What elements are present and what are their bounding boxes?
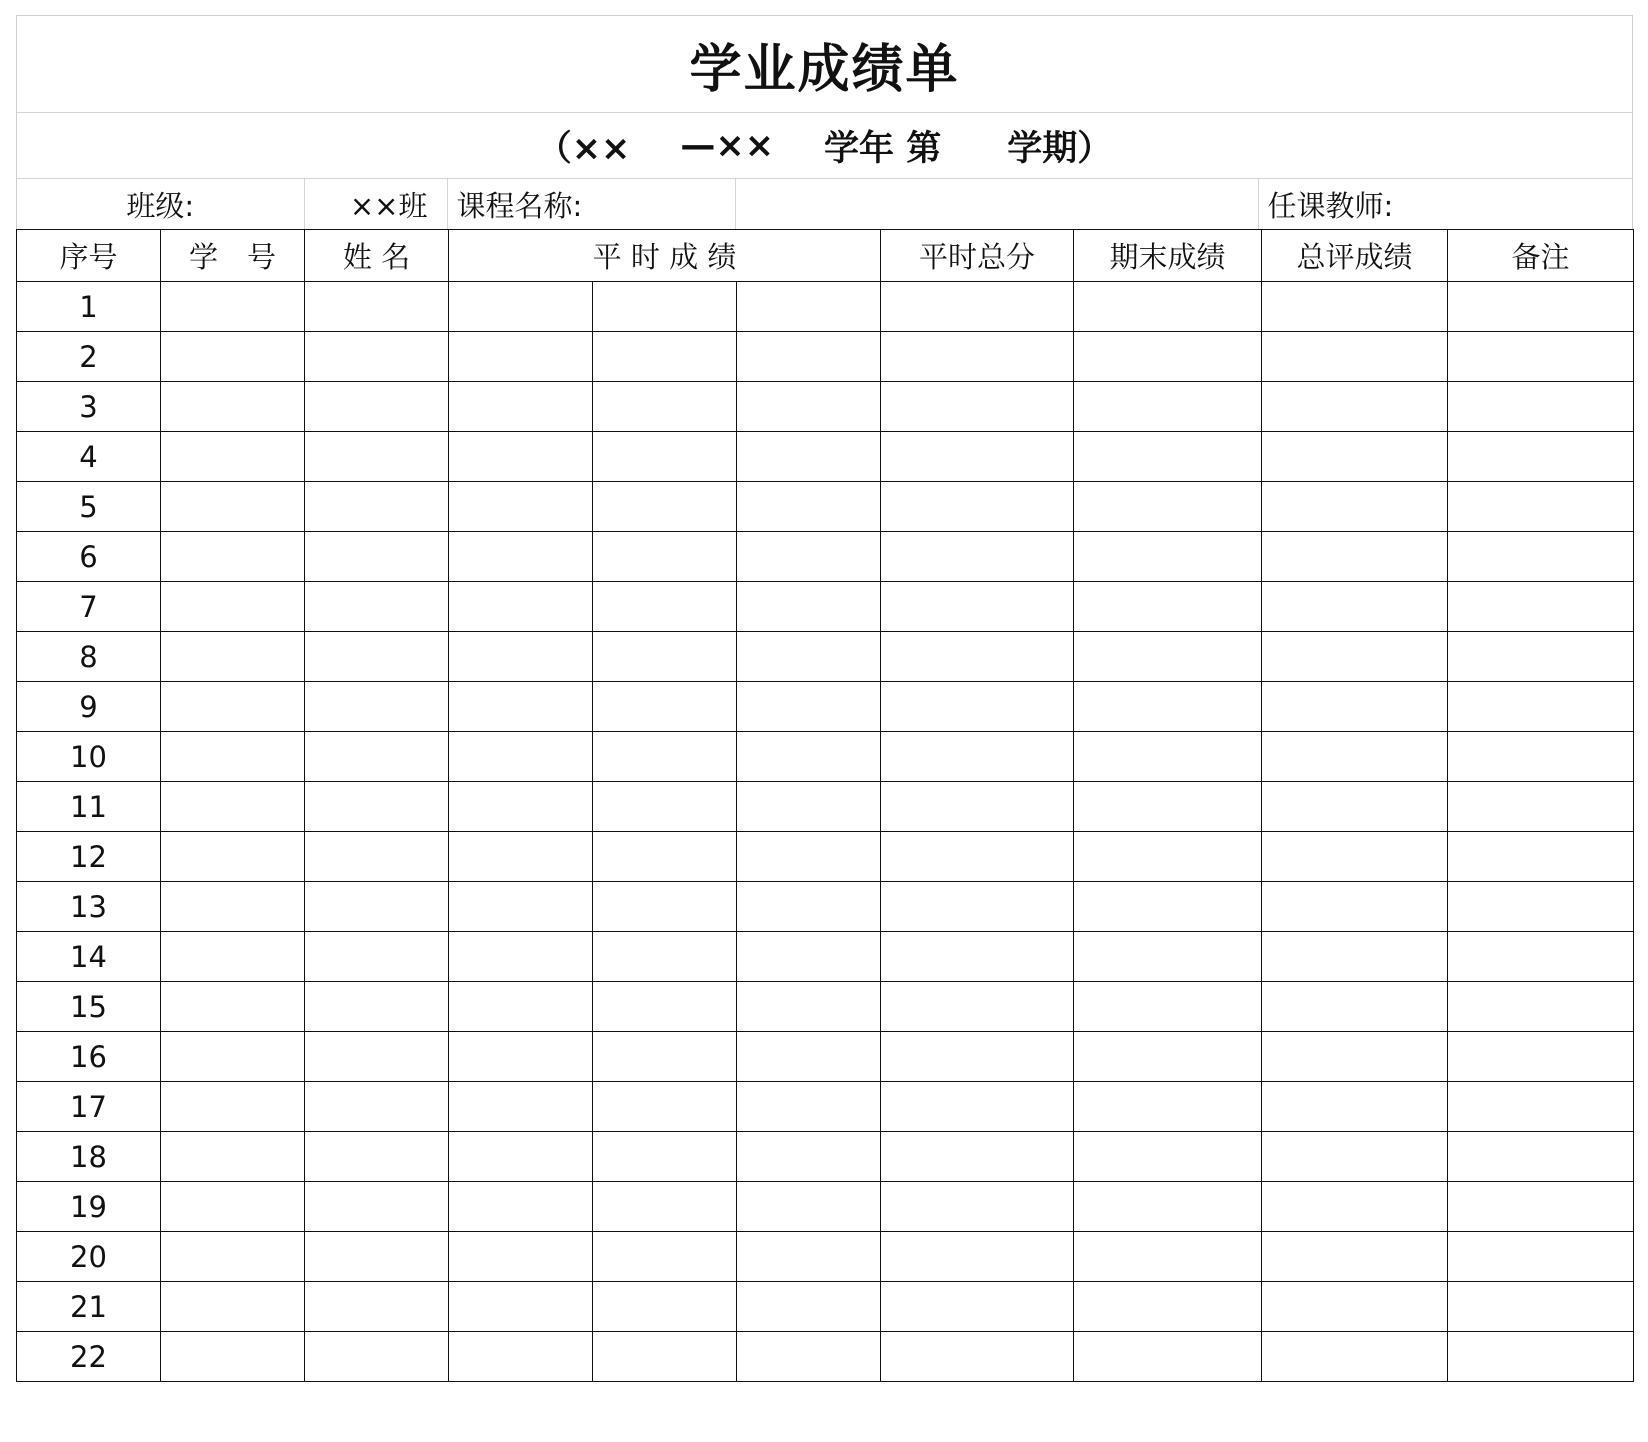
overall-score-cell[interactable] (1262, 782, 1448, 832)
regular-score-1-cell[interactable] (449, 1082, 593, 1132)
regular-total-cell[interactable] (881, 1082, 1074, 1132)
regular-score-3-cell[interactable] (737, 382, 881, 432)
student-no-cell[interactable] (161, 1182, 305, 1232)
final-score-cell[interactable] (1074, 982, 1262, 1032)
regular-total-cell[interactable] (881, 282, 1074, 332)
overall-score-cell[interactable] (1262, 1232, 1448, 1282)
final-score-cell[interactable] (1074, 732, 1262, 782)
final-score-cell[interactable] (1074, 1182, 1262, 1232)
remarks-cell[interactable] (1448, 1182, 1634, 1232)
table-row (17, 1082, 1634, 1132)
remarks-cell[interactable] (1448, 282, 1634, 332)
regular-score-1-cell[interactable] (449, 1232, 593, 1282)
remarks-cell[interactable] (1448, 682, 1634, 732)
regular-score-3-cell[interactable] (737, 682, 881, 732)
overall-score-cell[interactable] (1262, 1332, 1448, 1382)
final-score-cell[interactable] (1074, 332, 1262, 382)
remarks-cell[interactable] (1448, 1032, 1634, 1082)
final-score-cell[interactable] (1074, 882, 1262, 932)
regular-score-2-cell[interactable] (593, 1332, 737, 1382)
overall-score-cell[interactable] (1262, 482, 1448, 532)
regular-total-cell[interactable] (881, 682, 1074, 732)
regular-score-1-cell[interactable] (449, 632, 593, 682)
regular-score-3-cell[interactable] (737, 882, 881, 932)
course-value[interactable] (736, 179, 1259, 229)
seq-cell: 14 (17, 932, 161, 982)
student-no-cell[interactable] (161, 1282, 305, 1332)
final-score-cell[interactable] (1074, 1282, 1262, 1332)
regular-score-3-cell[interactable] (737, 732, 881, 782)
seq-cell: 10 (17, 732, 161, 782)
regular-total-cell[interactable] (881, 732, 1074, 782)
regular-total-cell[interactable] (881, 1182, 1074, 1232)
regular-score-3-cell[interactable] (737, 482, 881, 532)
regular-score-1-cell[interactable] (449, 832, 593, 882)
seq-cell: 7 (17, 582, 161, 632)
regular-score-3-cell[interactable] (737, 582, 881, 632)
table-row (17, 1182, 1634, 1232)
regular-total-cell[interactable] (881, 1332, 1074, 1382)
seq-cell: 17 (17, 1082, 161, 1132)
regular-score-1-cell[interactable] (449, 332, 593, 382)
seq-cell: 8 (17, 632, 161, 682)
regular-score-1-cell[interactable] (449, 1332, 593, 1382)
seq-cell: 11 (17, 782, 161, 832)
regular-score-3-cell[interactable] (737, 1182, 881, 1232)
overall-score-cell[interactable] (1262, 1082, 1448, 1132)
student-no-cell[interactable] (161, 332, 305, 382)
regular-total-cell[interactable] (881, 1282, 1074, 1332)
seq-cell: 21 (17, 1282, 161, 1332)
table-row (17, 832, 1634, 882)
remarks-cell[interactable] (1448, 982, 1634, 1032)
seq-cell: 12 (17, 832, 161, 882)
overall-score-cell[interactable] (1262, 282, 1448, 332)
final-score-cell[interactable] (1074, 782, 1262, 832)
remarks-cell[interactable] (1448, 582, 1634, 632)
table-row (17, 682, 1634, 732)
teacher-label: 任课教师: (1267, 188, 1394, 223)
name-cell[interactable] (305, 482, 449, 532)
regular-score-3-cell[interactable] (737, 1032, 881, 1082)
grade-body (17, 282, 1634, 1382)
regular-score-2-cell[interactable] (593, 1232, 737, 1282)
student-no-cell[interactable] (161, 1032, 305, 1082)
table-row (17, 932, 1634, 982)
remarks-cell[interactable] (1448, 632, 1634, 682)
regular-score-1-cell[interactable] (449, 682, 593, 732)
remarks-cell[interactable] (1448, 882, 1634, 932)
regular-score-1-cell[interactable] (449, 882, 593, 932)
seq-cell: 3 (17, 382, 161, 432)
regular-total-cell[interactable] (881, 332, 1074, 382)
final-score-cell[interactable] (1074, 682, 1262, 732)
grade-table (16, 229, 1634, 1382)
student-no-cell[interactable] (161, 882, 305, 932)
final-score-cell[interactable] (1074, 1032, 1262, 1082)
regular-score-2-cell[interactable] (593, 482, 737, 532)
col-regular-scores: 平 时 成 绩 (449, 230, 881, 282)
regular-score-3-cell[interactable] (737, 1332, 881, 1382)
final-score-cell[interactable] (1074, 1082, 1262, 1132)
student-no-cell[interactable] (161, 732, 305, 782)
student-no-cell[interactable] (161, 482, 305, 532)
overall-score-cell[interactable] (1262, 982, 1448, 1032)
overall-score-cell[interactable] (1262, 432, 1448, 482)
regular-score-3-cell[interactable] (737, 1082, 881, 1132)
student-no-cell[interactable] (161, 782, 305, 832)
regular-score-2-cell[interactable] (593, 632, 737, 682)
regular-score-1-cell[interactable] (449, 1182, 593, 1232)
class-value[interactable]: ××班 (305, 179, 449, 229)
regular-score-3-cell[interactable] (737, 932, 881, 982)
remarks-cell[interactable] (1448, 782, 1634, 832)
overall-score-cell[interactable] (1262, 832, 1448, 882)
remarks-cell[interactable] (1448, 732, 1634, 782)
regular-score-2-cell[interactable] (593, 682, 737, 732)
final-score-cell[interactable] (1074, 282, 1262, 332)
student-no-cell[interactable] (161, 1332, 305, 1382)
name-cell[interactable] (305, 1232, 449, 1282)
remarks-cell[interactable] (1448, 1232, 1634, 1282)
table-row (17, 732, 1634, 782)
regular-score-1-cell[interactable] (449, 782, 593, 832)
final-score-cell[interactable] (1074, 482, 1262, 532)
overall-score-cell[interactable] (1262, 1282, 1448, 1332)
name-cell[interactable] (305, 1132, 449, 1182)
table-row (17, 1232, 1634, 1282)
regular-score-3-cell[interactable] (737, 432, 881, 482)
remarks-cell[interactable] (1448, 532, 1634, 582)
student-no-cell[interactable] (161, 432, 305, 482)
table-row (17, 882, 1634, 932)
name-cell[interactable] (305, 1282, 449, 1332)
seq-cell: 18 (17, 1132, 161, 1182)
regular-score-1-cell[interactable] (449, 932, 593, 982)
seq-cell: 9 (17, 682, 161, 732)
regular-score-3-cell[interactable] (737, 1232, 881, 1282)
table-row (17, 282, 1634, 332)
seq-cell: 22 (17, 1332, 161, 1382)
table-row (17, 382, 1634, 432)
term-semester: 学期） (1007, 128, 1113, 169)
class-label: 班级: (17, 179, 305, 229)
col-student-no: 学 号 (161, 230, 305, 282)
overall-score-cell[interactable] (1262, 932, 1448, 982)
seq-cell: 16 (17, 1032, 161, 1082)
overall-score-cell[interactable] (1262, 332, 1448, 382)
seq-cell: 15 (17, 982, 161, 1032)
regular-score-2-cell[interactable] (593, 1032, 737, 1082)
table-row (17, 1282, 1634, 1332)
academic-term-row (17, 113, 1632, 179)
regular-score-2-cell[interactable] (593, 1082, 737, 1132)
regular-score-2-cell[interactable] (593, 982, 737, 1032)
overall-score-cell[interactable] (1262, 632, 1448, 682)
name-cell[interactable] (305, 782, 449, 832)
seq-cell: 19 (17, 1182, 161, 1232)
course-label: 课程名称: (448, 179, 736, 229)
final-score-cell[interactable] (1074, 532, 1262, 582)
final-score-cell[interactable] (1074, 832, 1262, 882)
regular-score-2-cell[interactable] (593, 332, 737, 382)
table-row (17, 532, 1634, 582)
name-cell[interactable] (305, 682, 449, 732)
remarks-cell[interactable] (1448, 832, 1634, 882)
regular-score-2-cell[interactable] (593, 782, 737, 832)
regular-score-2-cell[interactable] (593, 582, 737, 632)
remarks-cell[interactable] (1448, 432, 1634, 482)
regular-score-1-cell[interactable] (449, 732, 593, 782)
regular-score-2-cell[interactable] (593, 432, 737, 482)
remarks-cell[interactable] (1448, 1332, 1634, 1382)
name-cell[interactable] (305, 632, 449, 682)
seq-cell: 13 (17, 882, 161, 932)
remarks-cell[interactable] (1448, 932, 1634, 982)
name-cell[interactable] (305, 932, 449, 982)
term-dash: —×× (680, 125, 775, 166)
regular-score-3-cell[interactable] (737, 632, 881, 682)
student-no-cell[interactable] (161, 982, 305, 1032)
sheet-header (16, 15, 1633, 229)
overall-score-cell[interactable] (1262, 1032, 1448, 1082)
remarks-cell[interactable] (1448, 382, 1634, 432)
remarks-cell[interactable] (1448, 482, 1634, 532)
regular-score-3-cell[interactable] (737, 532, 881, 582)
header-row (17, 230, 1634, 282)
regular-score-2-cell[interactable] (593, 1132, 737, 1182)
final-score-cell[interactable] (1074, 1332, 1262, 1382)
grade-sheet (16, 15, 1633, 1382)
name-cell[interactable] (305, 732, 449, 782)
regular-score-3-cell[interactable] (737, 1132, 881, 1182)
regular-total-cell[interactable] (881, 782, 1074, 832)
regular-score-2-cell[interactable] (593, 732, 737, 782)
name-cell[interactable] (305, 382, 449, 432)
regular-total-cell[interactable] (881, 982, 1074, 1032)
regular-score-3-cell[interactable] (737, 782, 881, 832)
col-overall-score: 总评成绩 (1262, 230, 1448, 282)
table-row (17, 582, 1634, 632)
name-cell[interactable] (305, 282, 449, 332)
table-row (17, 482, 1634, 532)
regular-total-cell[interactable] (881, 1032, 1074, 1082)
regular-score-3-cell[interactable] (737, 982, 881, 1032)
regular-total-cell[interactable] (881, 432, 1074, 482)
regular-total-cell[interactable] (881, 1232, 1074, 1282)
title-row (17, 16, 1632, 113)
name-cell[interactable] (305, 1032, 449, 1082)
student-no-cell[interactable] (161, 1232, 305, 1282)
regular-score-1-cell[interactable] (449, 582, 593, 632)
regular-score-1-cell[interactable] (449, 382, 593, 432)
remarks-cell[interactable] (1448, 1132, 1634, 1182)
regular-score-2-cell[interactable] (593, 932, 737, 982)
final-score-cell[interactable] (1074, 632, 1262, 682)
overall-score-cell[interactable] (1262, 582, 1448, 632)
student-no-cell[interactable] (161, 932, 305, 982)
seq-cell: 20 (17, 1232, 161, 1282)
table-row (17, 1032, 1634, 1082)
regular-score-2-cell[interactable] (593, 1182, 737, 1232)
seq-cell: 6 (17, 532, 161, 582)
final-score-cell[interactable] (1074, 582, 1262, 632)
regular-score-3-cell[interactable] (737, 332, 881, 382)
regular-score-2-cell[interactable] (593, 882, 737, 932)
seq-cell: 4 (17, 432, 161, 482)
col-remarks: 备注 (1448, 230, 1634, 282)
regular-total-cell[interactable] (881, 882, 1074, 932)
regular-total-cell[interactable] (881, 832, 1074, 882)
col-name: 姓 名 (305, 230, 449, 282)
name-cell[interactable] (305, 582, 449, 632)
name-cell[interactable] (305, 332, 449, 382)
name-cell[interactable] (305, 982, 449, 1032)
name-cell[interactable] (305, 1082, 449, 1132)
name-cell[interactable] (305, 1332, 449, 1382)
student-no-cell[interactable] (161, 582, 305, 632)
table-row (17, 782, 1634, 832)
overall-score-cell[interactable] (1262, 1182, 1448, 1232)
regular-score-1-cell[interactable] (449, 982, 593, 1032)
remarks-cell[interactable] (1448, 1082, 1634, 1132)
col-seq: 序号 (17, 230, 161, 282)
student-no-cell[interactable] (161, 832, 305, 882)
regular-score-2-cell[interactable] (593, 832, 737, 882)
table-row (17, 982, 1634, 1032)
sheet-title: 学业成绩单 (689, 39, 960, 100)
final-score-cell[interactable] (1074, 1232, 1262, 1282)
regular-score-1-cell[interactable] (449, 1282, 593, 1332)
student-no-cell[interactable] (161, 682, 305, 732)
overall-score-cell[interactable] (1262, 1132, 1448, 1182)
regular-score-2-cell[interactable] (593, 532, 737, 582)
student-no-cell[interactable] (161, 382, 305, 432)
regular-total-cell[interactable] (881, 382, 1074, 432)
name-cell[interactable] (305, 1182, 449, 1232)
regular-total-cell[interactable] (881, 932, 1074, 982)
overall-score-cell[interactable] (1262, 682, 1448, 732)
seq-cell: 2 (17, 332, 161, 382)
student-no-cell[interactable] (161, 1132, 305, 1182)
regular-score-1-cell[interactable] (449, 532, 593, 582)
final-score-cell[interactable] (1074, 1132, 1262, 1182)
final-score-cell[interactable] (1074, 932, 1262, 982)
col-regular-total: 平时总分 (881, 230, 1074, 282)
final-score-cell[interactable] (1074, 382, 1262, 432)
regular-score-2-cell[interactable] (593, 282, 737, 332)
col-final-score: 期末成绩 (1074, 230, 1262, 282)
student-no-cell[interactable] (161, 282, 305, 332)
regular-total-cell[interactable] (881, 632, 1074, 682)
name-cell[interactable] (305, 832, 449, 882)
regular-score-1-cell[interactable] (449, 1132, 593, 1182)
table-row (17, 332, 1634, 382)
regular-score-1-cell[interactable] (449, 432, 593, 482)
regular-score-1-cell[interactable] (449, 1032, 593, 1082)
regular-score-2-cell[interactable] (593, 1282, 737, 1332)
overall-score-cell[interactable] (1262, 382, 1448, 432)
seq-cell: 5 (17, 482, 161, 532)
regular-score-3-cell[interactable] (737, 282, 881, 332)
student-no-cell[interactable] (161, 632, 305, 682)
regular-total-cell[interactable] (881, 532, 1074, 582)
info-row (17, 179, 1632, 229)
table-row (17, 1132, 1634, 1182)
name-cell[interactable] (305, 882, 449, 932)
term-open: （×× (536, 128, 631, 169)
final-score-cell[interactable] (1074, 432, 1262, 482)
regular-score-2-cell[interactable] (593, 382, 737, 432)
regular-score-3-cell[interactable] (737, 1282, 881, 1332)
table-row (17, 632, 1634, 682)
student-no-cell[interactable] (161, 1082, 305, 1132)
regular-total-cell[interactable] (881, 582, 1074, 632)
regular-score-3-cell[interactable] (737, 832, 881, 882)
term-year: 学年 第 (824, 128, 942, 169)
regular-total-cell[interactable] (881, 482, 1074, 532)
overall-score-cell[interactable] (1262, 532, 1448, 582)
regular-score-1-cell[interactable] (449, 282, 593, 332)
regular-total-cell[interactable] (881, 1132, 1074, 1182)
name-cell[interactable] (305, 532, 449, 582)
overall-score-cell[interactable] (1262, 882, 1448, 932)
table-row (17, 432, 1634, 482)
overall-score-cell[interactable] (1262, 732, 1448, 782)
table-row (17, 1332, 1634, 1382)
student-no-cell[interactable] (161, 532, 305, 582)
remarks-cell[interactable] (1448, 1282, 1634, 1332)
regular-score-1-cell[interactable] (449, 482, 593, 532)
remarks-cell[interactable] (1448, 332, 1634, 382)
name-cell[interactable] (305, 432, 449, 482)
seq-cell: 1 (17, 282, 161, 332)
